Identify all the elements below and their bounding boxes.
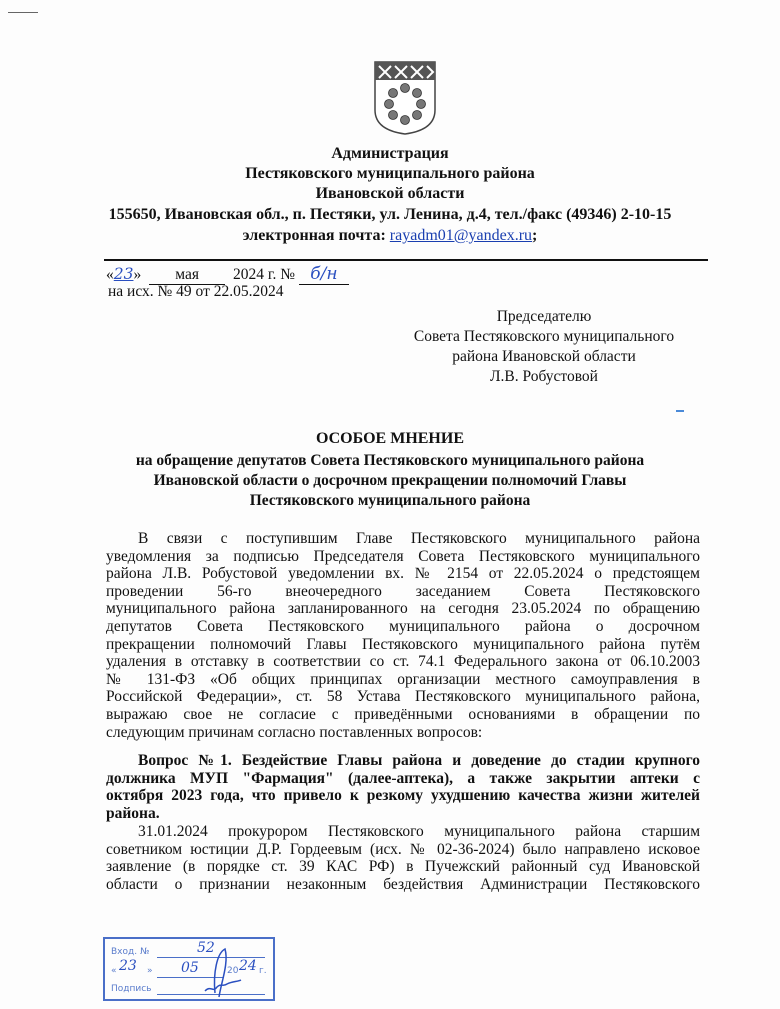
reference-line: на исх. № 49 от 22.05.2024 [108, 283, 284, 300]
org-name-line: Ивановской области [315, 185, 465, 202]
stamp-sign-label: Подпись [111, 984, 152, 994]
doc-number: б/н [299, 264, 349, 285]
org-email-line [0, 227, 780, 245]
para2-line: области о признании незаконным бездействия Администрации Пестяковского [106, 875, 700, 893]
para1-line: выражаю свое не согласие с приведёнными основаниями в обращении по [106, 706, 700, 723]
document-title: ОСОБОЕ МНЕНИЕ [315, 430, 464, 447]
org-address: 155650, Ивановская обл., п. Пестяки, ул. Ленина, д.4, тел./факс (49346) 2-10-15 [108, 206, 672, 223]
email-label: электронная почта: [242, 227, 390, 244]
para2-line: 31.01.2024 прокурором Пестяковского муниципального района старшим [138, 823, 700, 840]
para1-line: района Л.В. Робустовой уведомлении вх. № 2154 от 22.05.2024 о предстоящем [106, 565, 700, 583]
email-link[interactable]: rayadm01@yandex.ru [389, 227, 533, 244]
recipient-line: района Ивановской области [452, 348, 636, 365]
quote: « [106, 266, 114, 283]
para1-line: удаления в отставку в соответствии со ст. 74.1 Федерального закона от 06.10.2003 [106, 653, 700, 671]
para1-line: следующим причинам согласно поставленных вопросов: [106, 723, 483, 741]
recipient-line: Совета Пестяковского муниципального [413, 328, 675, 345]
ink-mark [676, 410, 684, 412]
para1-line: депутатов Совета Пестяковского муниципального района о досрочном [106, 618, 700, 635]
coat-of-arms-emblem [373, 60, 437, 136]
para1-line: проведении 56-го внеочередного заседанием Совета Пестяковского [106, 582, 700, 600]
recipient-line: Председателю [496, 308, 592, 325]
org-name-line: Администрация [331, 145, 449, 162]
question1-line: должника МУП "Фармация" (далее-аптека), а также закрытии аптеки с [106, 769, 700, 787]
document-subtitle-line: Пестяковского муниципального района [249, 492, 531, 509]
stamp-day: 23 [119, 958, 137, 974]
question1-line: района. [106, 804, 160, 822]
recipient-line: Л.В. Робустовой [490, 368, 598, 385]
email-suffix: ; [532, 227, 538, 244]
quote: « [111, 966, 117, 976]
para1-line: муниципального района запланированного на сегодня 23.05.2024 по обращению [106, 600, 700, 618]
stamp-in-label: Вход. № [111, 947, 150, 957]
stamp-year-prefix: 20 [227, 966, 239, 976]
para1-line: Российской Федерации», ст. 58 Устава Пестяковского муниципального района, [106, 688, 700, 706]
document-subtitle-line: Ивановской области о досрочном прекращении полномочий Главы [153, 472, 627, 489]
date-year: 2024 г. № [232, 266, 296, 283]
stamp-month: 05 [181, 960, 199, 976]
stamp-year: 24 [239, 958, 257, 974]
question1-line: октября 2023 года, что привело к резкому ухудшению качества жизни жителей [106, 787, 700, 805]
para2-line: советником юстиции Д.Р. Гордеевым (исх. № 02-36-2024) было направлено исковое [106, 840, 700, 858]
para2-line: заявление (в порядке ст. 39 КАС РФ) в Пучежский районный суд Ивановской [106, 858, 700, 876]
stamp-year-suffix: г. [259, 966, 267, 976]
para1-line: № 131-ФЗ «Об общих принципах организации местного самоуправления в [106, 670, 700, 688]
date-line [106, 264, 349, 285]
incoming-registration-stamp [103, 937, 275, 1001]
date-month: мая [149, 266, 225, 285]
date-day: 23 [113, 265, 134, 283]
org-name-line: Пестяковского муниципального района [245, 165, 535, 182]
signature [195, 943, 245, 1003]
scan-mark [8, 12, 38, 13]
question1-line: Вопрос №1. Бездействие Главы района и доведение до стадии крупного [138, 752, 700, 769]
header-divider [104, 259, 708, 261]
para1-line: прекращении полномочий Главы Пестяковского муниципального района путём [106, 635, 700, 653]
para1-line: уведомления за подписью Председателя Совета Пестяковского муниципального [106, 547, 700, 565]
quote: » [147, 966, 153, 976]
document-subtitle-line: на обращение депутатов Совета Пестяковского муниципального района [135, 452, 645, 469]
quote: » [133, 266, 142, 283]
para1-line: В связи с поступившим Главе Пестяковского муниципального района [138, 530, 700, 547]
stamp-in-number: 52 [197, 940, 215, 956]
